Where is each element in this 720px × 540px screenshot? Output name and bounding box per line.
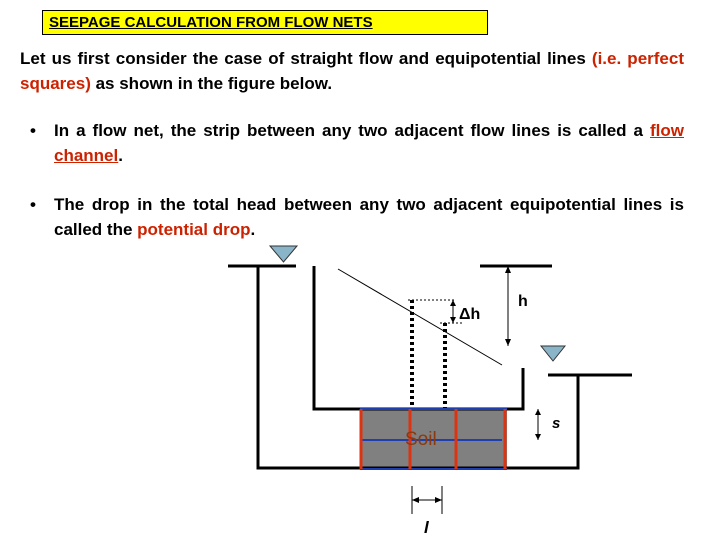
- downstream-water-marker: [541, 346, 565, 361]
- intro-text: Let us first consider the case of straight flow and equipotential lines: [20, 49, 592, 68]
- bullet-text-end: .: [118, 146, 123, 165]
- flow-channel-term: flow channel: [54, 121, 684, 165]
- upstream-water-marker: [270, 246, 297, 262]
- delta-h-label: Δh: [459, 306, 481, 323]
- s-arrowhead-down: [535, 434, 541, 440]
- h-label: h: [518, 293, 528, 310]
- bullet-dot: •: [30, 121, 36, 140]
- s-arrowhead-up: [535, 409, 541, 415]
- bullet-dot: •: [30, 195, 36, 214]
- delta-h-arrowhead-down: [450, 317, 456, 323]
- intro-highlight: (i.e. perfect squares): [20, 49, 684, 93]
- intro-text-end: as shown in the figure below.: [90, 74, 333, 93]
- bullet-text-start: In a flow net, the strip between any two adjacent flow lines is called a: [54, 121, 650, 140]
- bullet-text-start: The drop in the total head between any two adjacent equipotential lines is called the: [54, 195, 684, 239]
- l-arrowhead-left: [412, 497, 419, 503]
- potential-drop-term: potential drop: [137, 220, 251, 239]
- soil-label: Soil: [405, 429, 437, 450]
- l-label: l: [424, 518, 429, 537]
- l-arrowhead-right: [435, 497, 442, 503]
- s-label: s: [552, 415, 561, 432]
- inner-container-wall: [314, 266, 523, 409]
- h-arrowhead-down: [505, 339, 511, 346]
- bullet-text-end: .: [250, 220, 256, 239]
- slide-title: SEEPAGE CALCULATION FROM FLOW NETS: [42, 10, 488, 35]
- delta-h-arrowhead-up: [450, 300, 456, 306]
